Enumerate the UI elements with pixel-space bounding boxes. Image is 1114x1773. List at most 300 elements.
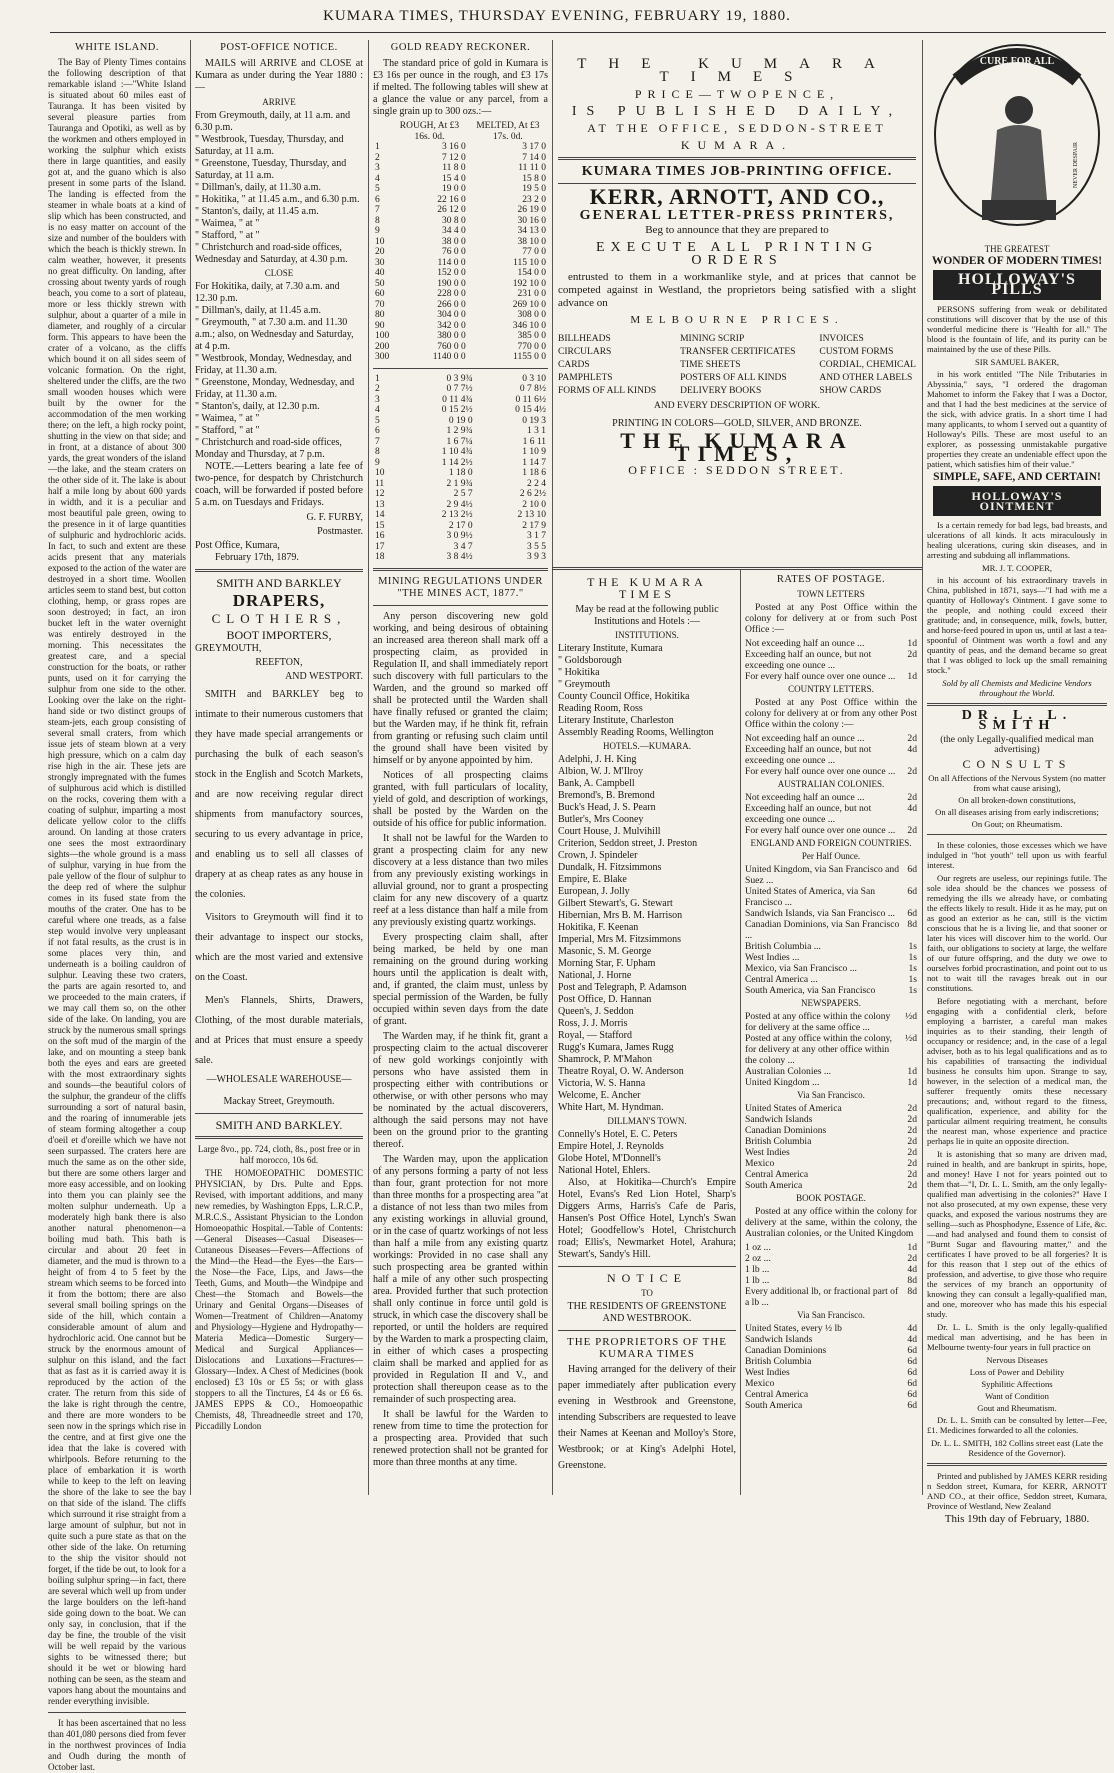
doctor-paragraph: In these colonies, those excesses which we have indulged in "hot youth" tell upon us with fearful interest. <box>927 840 1107 870</box>
table-row <box>373 195 548 206</box>
dillmans-list <box>558 1129 736 1177</box>
pills-text: PERSONS suffering from weak or debilitated constitutions will discover that by the use of this wonderful medicine there is "Health for all." The blood is the fountain of life, and its purity can be maintained by the use of these Pills. <box>927 304 1107 354</box>
divider <box>927 834 1107 835</box>
rate-row <box>745 1378 917 1389</box>
ad-place: GREYMOUTH, <box>195 643 262 654</box>
paper-price: PRICE—TWOPENCE, <box>634 87 840 101</box>
table-cell: 15 4 0 <box>441 173 466 184</box>
list-item: Imperial, Mrs M. Fitzsimmons <box>558 934 682 945</box>
table-row <box>373 163 548 174</box>
table-row <box>373 352 548 363</box>
column-divider <box>190 40 191 1495</box>
table-row <box>373 542 548 553</box>
table-row <box>373 184 548 195</box>
rate-label: 1 lb ... <box>745 1275 770 1286</box>
list-item: " Greenstone, Monday, Wednesday, and Friday, at 11.30 a.m. <box>195 377 355 400</box>
table-cell: 152 0 0 <box>437 268 466 278</box>
firm-trade: GENERAL LETTER-PRESS PRINTERS, <box>579 208 895 223</box>
table-cell: 114 0 0 <box>437 257 466 268</box>
table-cell: 2 9 4½ <box>446 499 473 510</box>
dwt-table-body <box>373 374 548 563</box>
rate-label: Posted at any office within the colony, for delivery at any other office within the colony ... <box>745 1033 893 1066</box>
rate-label: For every half ounce over one ounce ... <box>745 825 896 836</box>
ad-wonder: WONDER OF MODERN TIMES! <box>931 255 1103 267</box>
consult-item: On Gout; on Rheumatism. <box>971 819 1063 829</box>
rate-row <box>745 1136 917 1147</box>
testimonial-text: in his account of his extraordinary travels in China, published in 1871, says—"I had with me a quantity of Holloway's Ointment. I gave some to the people, and nothing could exceed their gratitude; and, in consequence, milk, fowls, butter, and horse-feed poured in upon us, until at last a tea-spoonful of Ointment was worth a fowl and any quantity of peas, and the demand became so great that I was obliged to lock up the small remaining stock." <box>927 575 1107 675</box>
ad-place: AND WESTPORT. <box>285 671 363 682</box>
rate-label: Not exceeding half an ounce ... <box>745 638 865 649</box>
table-cell: 3 0 9½ <box>446 531 473 541</box>
rate-row <box>745 1147 917 1158</box>
rate-row <box>745 952 917 963</box>
firm-announce: Beg to announce that they are prepared to <box>645 224 829 236</box>
divider <box>558 157 916 160</box>
table-cell: 2 17 0 <box>448 520 473 531</box>
table-cell: 3 9 3 <box>527 552 546 562</box>
list-item: Literary Institute, Charleston <box>558 715 674 726</box>
rate-value: 2d <box>907 1125 917 1136</box>
table-cell: 30 <box>375 257 385 268</box>
rate-value: 6d <box>907 864 917 875</box>
rate-value: 1d <box>907 1077 917 1088</box>
ad-body: SMITH and BARKLEY beg to intimate to their numerous customers that they have made special arrangements or purchasing the bulk of each season's stock in the English and Scotch Markets, and are now receiving regular direct shipments from manufactory sources, securing to us every advantage in price, and enabling us to sell all classes of drapery at as cheap rates as any house in the colonies. <box>195 689 363 900</box>
table-cell: 77 0 0 <box>522 247 546 257</box>
rate-row <box>745 638 917 649</box>
table-row <box>373 331 548 342</box>
table-row <box>373 226 548 237</box>
list-item: Literary Institute, Kumara <box>558 643 663 654</box>
rate-label: For every half ounce over one ounce ... <box>745 766 896 777</box>
table-cell: 76 0 0 <box>441 247 466 257</box>
rate-label: Not exceeding half an ounce ... <box>745 792 865 803</box>
rate-value: 6d <box>907 1389 917 1400</box>
list-item: Empire, E. Blake <box>558 874 627 885</box>
table-cell: 1 6 11 <box>522 436 546 447</box>
list-item: " Dillman's, daily, at 11.30 a.m. <box>195 182 321 193</box>
condition-item: Gout and Rheumatism. <box>977 1403 1057 1413</box>
table-cell: 10 <box>375 236 385 247</box>
table-row <box>373 258 548 269</box>
rate-row <box>745 1103 917 1114</box>
table-cell: 70 <box>375 299 385 310</box>
table-cell: 26 12 0 <box>437 205 466 215</box>
seal-text: CURE FOR ALL <box>979 56 1055 67</box>
mining-paragraph: It shall not be lawful for the Warden to grant a prospecting claim for any new discovery at a less distance than two miles from any previously existing workings in alluvial ground, nor to grant a prospecting claim for any new discovery of a quartz reef at a less distance than half a mile from any previously existing quartz workings. <box>373 832 548 928</box>
rate-row <box>745 1011 917 1033</box>
table-cell: 1 <box>375 373 380 384</box>
list-item: Globe Hotel, M'Donnell's <box>558 1153 661 1164</box>
seal-illustration <box>927 40 1107 240</box>
list-item: CORDIAL, CHEMICAL <box>819 360 916 370</box>
table-row <box>373 289 548 300</box>
column-header: ROUGH, At £3 16s. 0d. <box>399 121 460 142</box>
rate-value: 6d <box>907 1378 917 1389</box>
table-cell: 5 <box>375 184 380 194</box>
table-cell: 3 8 4½ <box>446 552 473 562</box>
rate-value: 6d <box>907 1345 917 1356</box>
rate-row <box>745 1169 917 1180</box>
rate-value: 2d <box>907 1136 917 1147</box>
list-item: " Christchurch and road-side offices, Wednesday and Saturday, at 4.30 p.m. <box>195 242 348 265</box>
table-cell: 50 <box>375 278 385 289</box>
rate-row <box>745 908 917 919</box>
times-title: THE KUMARA TIMES, <box>620 428 854 466</box>
table-cell: 34 13 0 <box>517 226 546 236</box>
rate-label: 1 oz ... <box>745 1242 771 1253</box>
table-cell: 4 <box>375 405 380 415</box>
table-cell: 1 14 2½ <box>441 457 473 468</box>
rate-label: Mexico, via San Francisco ... <box>745 963 857 974</box>
rate-value: 1d <box>907 671 917 682</box>
list-item: Masonic, S. M. George <box>558 946 652 957</box>
rate-value: ½d <box>905 1011 917 1022</box>
table-cell: 154 0 0 <box>517 268 546 278</box>
table-cell: 22 16 0 <box>437 194 466 205</box>
rate-value: 6d <box>907 1356 917 1367</box>
rate-label: West Indies ... <box>745 952 800 963</box>
rate-label: United States, every ½ lb <box>745 1323 842 1334</box>
testimonial-text: in his work entitled "The Nile Tributaries in Abyssinia," says, "I ordered the dragoman Mahomet to inform the Fakey that I was a Doctor, and that I had the best medicines at the service of the sick, with advice gratis. In a short time I had many applicants, to whom I served out a quantity of Holloway's Pills. These are most useful to an explorer, as possessing unmistakable purgative properties they create an undeniable effect upon the patient, which satisfies him of their value." <box>927 369 1107 469</box>
condition-item: Want of Condition <box>985 1391 1049 1401</box>
table-cell: 266 0 0 <box>437 299 466 310</box>
news-note: It has been ascertained that no less than 401,080 persons died from fever in the northwest provinces of India and Oudh during the month of October last. <box>48 1718 186 1772</box>
table-cell: 300 <box>375 352 390 362</box>
table-cell: 3 16 0 <box>441 142 466 152</box>
ointment-text: Is a certain remedy for bad legs, bad breasts, and ulcerations of all kinds. It acts miraculously in healing ulcerations, curing skin diseases, and in arresting and subduing all inflammations. <box>927 520 1107 560</box>
rate-value: 4d <box>907 803 917 814</box>
list-item: Post and Telegraph, P. Adamson <box>558 982 687 993</box>
list-item: Victoria, W. S. Hanna <box>558 1078 646 1089</box>
list-item: Royal, — Stafford <box>558 1030 632 1041</box>
rate-label: Every additional lb, or fractional part of a lb ... <box>745 1286 899 1308</box>
column-post-office <box>195 40 363 1490</box>
rate-label: West Indies <box>745 1147 790 1158</box>
list-item: DELIVERY BOOKS <box>680 386 762 396</box>
table-cell: 2 10 0 <box>522 499 546 510</box>
list-item: " Waimea, " at " <box>195 218 260 229</box>
rate-value: 2d <box>907 1147 917 1158</box>
table-row <box>373 268 548 279</box>
list-item: Connelly's Hotel, E. C. Peters <box>558 1129 678 1140</box>
rate-label: South America <box>745 1180 803 1191</box>
table-cell: 17 <box>375 541 385 552</box>
table-cell: 200 <box>375 341 390 352</box>
rate-row <box>745 1286 917 1308</box>
table-cell: 2 1 9¾ <box>446 478 473 489</box>
list-item: Empire Hotel, J. Reynolds <box>558 1141 664 1152</box>
firm-name: KERR, ARNOTT, AND CO., <box>589 184 885 209</box>
table-cell: 30 8 0 <box>441 215 466 226</box>
rate-value: 2d <box>907 1169 917 1180</box>
rate-label: Sandwich Islands <box>745 1334 813 1345</box>
table-cell: 16 <box>375 531 385 541</box>
table-cell: 23 2 0 <box>522 194 546 205</box>
rate-value: 2d <box>907 825 917 836</box>
testimonial-name: SIR SAMUEL BAKER, <box>975 357 1059 367</box>
table-cell: 7 <box>375 436 380 447</box>
condition-item: Syphilitic Affections <box>981 1379 1053 1389</box>
mining-paragraph: Notices of all prospecting claims granted, with full particulars of locality, yield of gold, and description of workings, shall be posted by the Warden on the outside of his office for public information. <box>373 769 548 829</box>
table-cell: 3 4 7 <box>453 541 473 552</box>
table-cell: 40 <box>375 268 385 278</box>
mining-title: MINING REGULATIONS UNDER "THE MINES ACT, 1877." <box>378 575 543 599</box>
list-item: Assembly Reading Rooms, Wellington <box>558 727 714 738</box>
rate-row <box>745 733 917 744</box>
rate-value: 1s <box>908 963 917 974</box>
rate-value: 1s <box>908 952 917 963</box>
rate-value: 2d <box>907 1253 917 1264</box>
list-item: European, J. Jolly <box>558 886 630 897</box>
table-cell: 8 <box>375 447 380 457</box>
close-list <box>195 281 363 461</box>
list-item: TRANSFER CERTIFICATES <box>680 347 796 357</box>
rate-row <box>745 1323 917 1334</box>
table-cell: 2 <box>375 384 380 394</box>
list-item: Welcome, E. Ancher <box>558 1090 641 1101</box>
rate-row <box>745 649 917 671</box>
rates-heading: Via San Francisco. <box>797 1310 865 1320</box>
table-cell: 12 <box>375 489 385 499</box>
rate-label: Canadian Dominions, via San Francisco ... <box>745 919 900 941</box>
table-cell: 2 6 2½ <box>519 489 546 499</box>
table-cell: 1 10 4¾ <box>441 447 473 457</box>
list-item: BILLHEADS <box>558 334 611 344</box>
list-item: " Hokitika, " at 11.45 a.m., and 6.30 p.m. <box>195 194 360 205</box>
rate-value: 6d <box>907 908 917 919</box>
table-cell: 304 0 0 <box>437 310 466 320</box>
rate-row <box>745 1033 917 1066</box>
doctor-paragraph: Dr. L. L. Smith is the only legally-qualified medical man advertising, and he has been in Melbourne twenty-four years in full practice on <box>927 1322 1107 1352</box>
imprint: Printed and published by JAMES KERR residing n Seddon street, Kumara, for KERR, ARNOTT AND CO., at their office, Seddon street, Kumara, Province of Westland, New Zealand <box>927 1471 1107 1511</box>
rate-label: Posted at any office within the colony for delivery at the same office ... <box>745 1011 891 1033</box>
rate-value: 1d <box>907 1242 917 1253</box>
rates-intro: Posted at any office within the colony for delivery at the same, within the colony, the Australian colonies, or the United Kingdom <box>745 1206 917 1239</box>
table-cell: 6 <box>375 194 380 205</box>
list-item: " Dillman's, daily, at 11.45 a.m. <box>195 305 321 316</box>
rate-value: 4d <box>907 744 917 755</box>
list-item: Reading Room, Ross <box>558 703 643 714</box>
rates-england <box>745 864 917 996</box>
rate-label: Mexico <box>745 1378 775 1389</box>
column-holloway-ad <box>927 40 1107 1525</box>
table-row <box>373 395 548 406</box>
list-item: Hokitika, F. Keenan <box>558 922 639 933</box>
consult-letter: Dr. L. L. Smith can be consulted by letter—Fee, £1. Medicines forwarded to all the colonies. <box>927 1415 1107 1435</box>
rate-row <box>745 792 917 803</box>
list-item: " Christchurch and road-side offices, Monday and Thursday, at 7 p.m. <box>195 437 342 460</box>
table-cell: 2 13 2½ <box>441 510 473 520</box>
table-cell: 5 <box>375 415 380 426</box>
rate-value: 2d <box>907 1158 917 1169</box>
table-cell: 26 19 0 <box>517 205 546 215</box>
list-item: " Greymouth, " at 7.30 a.m. and 11.30 a.m.; also, on Wednesday and Saturday, at 4 p.m. <box>195 317 354 352</box>
table-row <box>373 489 548 500</box>
color-printing: PRINTING IN COLORS—GOLD, SILVER, AND BRONZE. <box>612 418 862 429</box>
rate-row <box>745 985 917 996</box>
table-cell: 0 19 0 <box>448 415 473 426</box>
list-item: Theatre Royal, O. W. Anderson <box>558 1066 684 1077</box>
rate-row <box>745 1400 917 1411</box>
rate-value: 8d <box>907 1286 917 1297</box>
book-ad-intro: Large 8vo., pp. 724, cloth, 8s., post free or in half morocco, 10s 6d. <box>197 1144 361 1165</box>
table-cell: 11 8 0 <box>442 163 466 173</box>
table-cell: 0 3 9¾ <box>446 373 473 384</box>
table-row <box>373 510 548 521</box>
notice-intro: MAILS will ARRIVE and CLOSE at Kumara as under during the Year 1880 :— <box>195 58 363 93</box>
table-cell: 0 15 2½ <box>441 405 473 415</box>
consult-item: On all diseases arising from early indiscretions; <box>935 807 1099 817</box>
notice-heading: NOTICE <box>607 1271 687 1285</box>
table-cell: 269 10 0 <box>512 299 546 310</box>
paper-title: THE KUMARA TIMES <box>577 56 897 85</box>
list-item: From Greymouth, daily, at 11 a.m. and 6.30 p.m. <box>195 110 351 133</box>
arrive-list <box>195 110 363 266</box>
rates-subheading: Per Half Ounce. <box>801 851 861 861</box>
list-item: Adelphi, J. H. King <box>558 754 637 765</box>
rates-heading: NEWSPAPERS. <box>801 998 861 1008</box>
rate-value: 1s <box>908 941 917 952</box>
column-gold-reckoner <box>373 40 548 1490</box>
table-cell: 3 <box>375 163 380 173</box>
table-cell: 1155 0 0 <box>513 352 546 362</box>
table-row <box>373 205 548 216</box>
article-body: The Bay of Plenty Times contains the following description of that remarkable island :—"White Island is situated about 60 miles east of Tauranga. It has been visited by several pleasure parties from Tauranga and Opotiki, as well as by the workmen and others employed in working the sulphur which exists there in large quantities, and easily got at, and the guano which is also present in some parts of the Island. The landing is effected from the steamer in whale boats at a kind of slip which has been constructed, and is no easy matter on account of the size and number of the boulders with which the beach is thickly strewn. In calm weather, however, it presents no great difficulty. On landing, after crossing about twenty yards of rough beach, you come to a sort of plateau, more or less thickly strewn with sulphur, about a quarter of a mile in diameter, and roughly of a circular form. This appears to have been the crater of a volcano, as the cliffs which bound it on all sides seem of volcanic formation. On the right, sheltered under the cliffs, are the two small wooden houses which were built by the owner for the accommodation of the men working there; on the left, a high rocky point, shutting in the view on that side; and in front, at a distance of about 300 yards, the great wonders of the island—the lake, and the steam craters on the other side of it. The lake is about half a mile long by about 600 yards in width, and it is a peculiar and most beautiful pale green, owing to the presence in it of large quantities of sulphuric and hydrochloric acids. In fact, to such and extent are these acids present that any materials exposed to the action of the water are destroyed in a short time. Woollen articles seem to stand best, but cotton clothing, hemp, or grass ropes are soon destroyed; in fact, an iron bucket left in the water overnight was entirely destroyed in the morning. This necessitates the greatest care, and a special construction for the boats, or rather punts, used on it for carrying the sulphur from one side to the other. Looking over the lake on the right-hand side or two distinct groups of steam-jets, each group consisting of several small craters, from which issue jets of steam blown at a very high pressure, which on a calm day rise high in the air. These jets are strongly impregnated with the fumes of sulphurous acid which is distilled on the rocks, covering them with a coating of sulphur, imparting a most delicate yellow color to the cliffs around. On landing at those craters one sees the most extraordinary sights—the whole ground is a mass of sulphur, varying in hue from the pale yellow of the flour of sulphur to the deep red of where the sulphur comes in its fused state from the mouths of the crater. One has to be careful where one treads, as a false step would involve very unpleasant if not fatal results, as the crust is in some places very thin, and underneath is a boiling cauldron of sulphur. Leaving these two craters, the parts are again resorted to, and we proceeded to the main craters, if we may call them so, on the other side of the lake. On landing, you are struck by the numerous small springs on the soft mud of the margin of the lake, and on mounting a steep bank both the eyes and ears are greeted with the most extraordinary sights and sounds—the beautiful colors of the sulphur, the grandeur of the cliffs surrounding a sort of natural basin, and the roaring of innumerable jets of steam forming altogether a coup d'oeil et d'oreille which we have not seen surpassed. The craters here are much the same as on the other side, but there are some others larger and more easy accessible, and on looking into them you can plainly see the molten sulphur underneath. Up a moderately high bank there is also another natural phenomenon—a boiling mud bath. This bath is circular and about 20 feet in diameter, and the mud is thrown to a height of from 4 to 5 feet by the stream which seems to be forced into it from the bottom; there are also several small boiling springs on the side of the hill, which contain a considerable amount of alum and hydrochloric acid. One cannot but be struck by the enormous amount of sulphur on this island, and the fact that as fast as it is carried away it is reproduced by the action of the crater. The return from this side of the lake is right through the centre, and there are more wonders to be seen now in the springs which rise in the centre, and at first give one the idea that the lake is covered with whirlpools. Before returning to the place of embarkation it is worth while to keep to the left on leaving the shore of the lake to see the bay on that side of the island. The cliffs which surround it rise straight from a large amount of sulphur, but not in quite such a pure state as that on the other side of the lake. On returning to the ship the visitor should not forget, if the tide be out, to look for a boiling sulphur spring—in fact, there are several which well up from under the large boulders on the left-hand side going down to the boat. We can only say, in conclusion, that if the day be fine, the trouble of the visit will be well repaid by the various sights to be witnessed there; but should it be wet or blowing hard nothing can be seen, as the steam and vapors hang about the mountains and render everything invisible. <box>48 57 186 1706</box>
ad-title: SMITH AND BARKLEY <box>216 576 342 590</box>
rates-heading: AUSTRALIAN COLONIES. <box>777 779 885 789</box>
hokitika-note: Also, at Hokitika—Church's Empire Hotel, Evans's Red Lion Hotel, Sharp's Diggers Arms, Harris's Cafe de Paris, Hansen's Post Office Hotel, Lynch's Swan Hotel; Goodfellow's Hotel, Christchurch road; Ellis's, Newmarket Hotel, Arahura; Stewart's, Sandy's Hill. <box>558 1177 736 1260</box>
ad-heading: CLOTHIERS, <box>211 611 347 626</box>
table-cell: 13 <box>375 499 385 510</box>
table-row <box>373 447 548 458</box>
dwt-table <box>373 374 548 563</box>
ointment-banner: HOLLOWAY'S OINTMENT <box>933 486 1101 516</box>
table-cell: 1140 0 0 <box>432 352 466 362</box>
table-row <box>373 310 548 321</box>
table-row <box>373 374 548 385</box>
list-item: Rugg's Kumara, James Rugg <box>558 1042 674 1053</box>
institutions-list <box>558 643 736 739</box>
rate-value: 6d <box>907 1367 917 1378</box>
list-item: Court House, J. Mulvihill <box>558 826 661 837</box>
table-cell: 11 11 0 <box>518 163 546 173</box>
table-cell: 0 7 7½ <box>446 384 473 394</box>
table-cell: 38 10 0 <box>517 236 546 247</box>
rate-row <box>745 864 917 886</box>
rate-value: 8d <box>907 919 917 930</box>
table-cell: 1 <box>375 142 380 152</box>
rate-value: 2d <box>907 733 917 744</box>
table-row <box>373 237 548 248</box>
table-cell: 2 13 10 <box>517 510 546 520</box>
divider <box>558 1330 736 1331</box>
table-cell: 0 11 6½ <box>515 394 546 405</box>
table-row <box>373 416 548 427</box>
rate-label: Not exceeding half an ounce ... <box>745 733 865 744</box>
table-row <box>373 216 548 227</box>
table-cell: 80 <box>375 310 385 320</box>
table-row <box>373 426 548 437</box>
list-item: Crown, J. Spindeler <box>558 850 638 861</box>
rate-label: Central America <box>745 1169 809 1180</box>
reckoner-title: GOLD READY RECKONER. <box>390 42 531 53</box>
rates-country <box>745 733 917 777</box>
rate-row <box>745 1367 917 1378</box>
column-divider <box>552 40 553 1495</box>
table-cell: 0 7 8½ <box>519 384 546 394</box>
rate-row <box>745 1253 917 1264</box>
table-cell: 308 0 0 <box>517 310 546 320</box>
rate-label: Australian Colonies ... <box>745 1066 832 1077</box>
table-row <box>373 342 548 353</box>
table-cell: 0 3 10 <box>522 373 546 384</box>
rate-label: British Columbia <box>745 1356 812 1367</box>
notice-place: Post Office, Kumara, <box>195 540 280 551</box>
rate-value: 2d <box>907 1180 917 1191</box>
table-cell: 0 15 4½ <box>515 405 546 415</box>
table-cell: 9 <box>375 457 380 468</box>
rate-row <box>745 1125 917 1136</box>
rate-row <box>745 671 917 682</box>
divider <box>552 567 922 570</box>
notice-date: February 17th, 1879. <box>215 552 299 563</box>
doctor-name: DR. L. L. SMITH <box>961 708 1073 733</box>
printing-items <box>558 333 916 398</box>
rate-label: United Kingdom, via San Francisco and Suez ... <box>745 864 900 886</box>
divider <box>195 569 363 572</box>
every-description: AND EVERY DESCRIPTION OF WORK. <box>654 401 820 411</box>
list-item: SHOW CARDS <box>819 386 882 396</box>
rates-via <box>745 1103 917 1191</box>
doctor-address: Dr. L. L. SMITH, 182 Collins street east (Late the Residence of the Governor). <box>930 1438 1104 1458</box>
list-item: National Hotel, Ehlers. <box>558 1165 651 1176</box>
table-cell: 2 5 7 <box>453 489 473 499</box>
table-cell: 9 <box>375 226 380 236</box>
table-cell: 1 2 9¾ <box>446 426 473 436</box>
table-row <box>373 300 548 311</box>
rates-news <box>745 1011 917 1088</box>
list-item: Post Office, D. Hannan <box>558 994 652 1005</box>
rate-label: United States of America <box>745 1103 842 1114</box>
list-item: POSTERS OF ALL KINDS <box>680 373 787 383</box>
mining-paragraph: Any person discovering new gold working, and being desirous of obtaining an increased area thereon shall mark off a prospecting claim, as provided in Regulation II, and shall immediately report such discovery with full particulars to the Warden, and the ground so marked off shall be protected until the Warden shall have finally refused or granted the claim; but the Warden may, if he think fit, refrain from granting or refusing such claim until the ground shall have been visited by himself or by anyone appointed by him. <box>373 610 548 766</box>
book-ad-body: THE HOMOEOPATHIC DOMESTIC PHYSICIAN, by Drs. Pulte and Epps. Revised, with important additions, and many new remedies, by Washington Epps, L.R.C.P., M.R.C.S., Assistant Physician to the London Homoeopathic Hospital.—Table of Contents:—General Diseases—Casual Diseases—Cutaneous Diseases—Fevers—Affections of the Mind—the Head—the Eyes—the Ears—the Nose—the Face, Lips, and Jaws—the Teeth, Gums, and Mouth—the Windpipe and Chest—the Stomach and Bowels—the Urinary and Genital Organs—Diseases of Women—Treatment of Children—Anatomy and Physiology—Hygiene and Hydropathy—Materia Medica—Domestic Surgery—Medical and Surgical Appliances—Dislocations and Luxations—Fractures—Glossary—Index. A Chest of Medicines (book enclosed) £3 10s or £5 5s; or with glass stoppers to all the Tinctures, £4 4s or £6 6s. JAMES EPPS & CO., Homoeopathic Chemists, 48, Threadneedle street and 170, Piccadilly London <box>195 1168 363 1431</box>
arrive-heading: ARRIVE <box>262 97 296 107</box>
rate-value: ½d <box>905 1033 917 1044</box>
rates-town <box>745 638 917 682</box>
table-cell: 3 17 0 <box>522 142 546 152</box>
divider <box>195 1113 363 1114</box>
ad-place: REEFTON, <box>255 657 303 668</box>
rates-book <box>745 1242 917 1308</box>
table-cell: 228 0 0 <box>437 289 466 299</box>
table-cell: 192 10 0 <box>512 278 546 289</box>
list-item: CIRCULARS <box>558 347 612 357</box>
rate-label: 2 oz ... <box>745 1253 771 1264</box>
table-cell: 0 19 3 <box>522 415 546 426</box>
table-row <box>373 279 548 290</box>
ad-heading: DRAPERS, <box>232 591 326 610</box>
rate-value: 6d <box>907 1400 917 1411</box>
notice-residents: THE RESIDENTS OF GREENSTONE AND WESTBROOK. <box>567 1301 727 1324</box>
article-title: WHITE ISLAND. <box>74 42 160 53</box>
rate-label: United States of America, via San Francisco ... <box>745 886 876 908</box>
table-cell: 1 18 6 <box>522 468 546 478</box>
rate-label: Central America ... <box>745 974 818 985</box>
list-item: " Stanton's, daily, at 11.45 a.m. <box>195 206 319 217</box>
list-item: " Stafford, " at " <box>195 230 260 241</box>
notice-to: TO <box>641 1288 653 1298</box>
